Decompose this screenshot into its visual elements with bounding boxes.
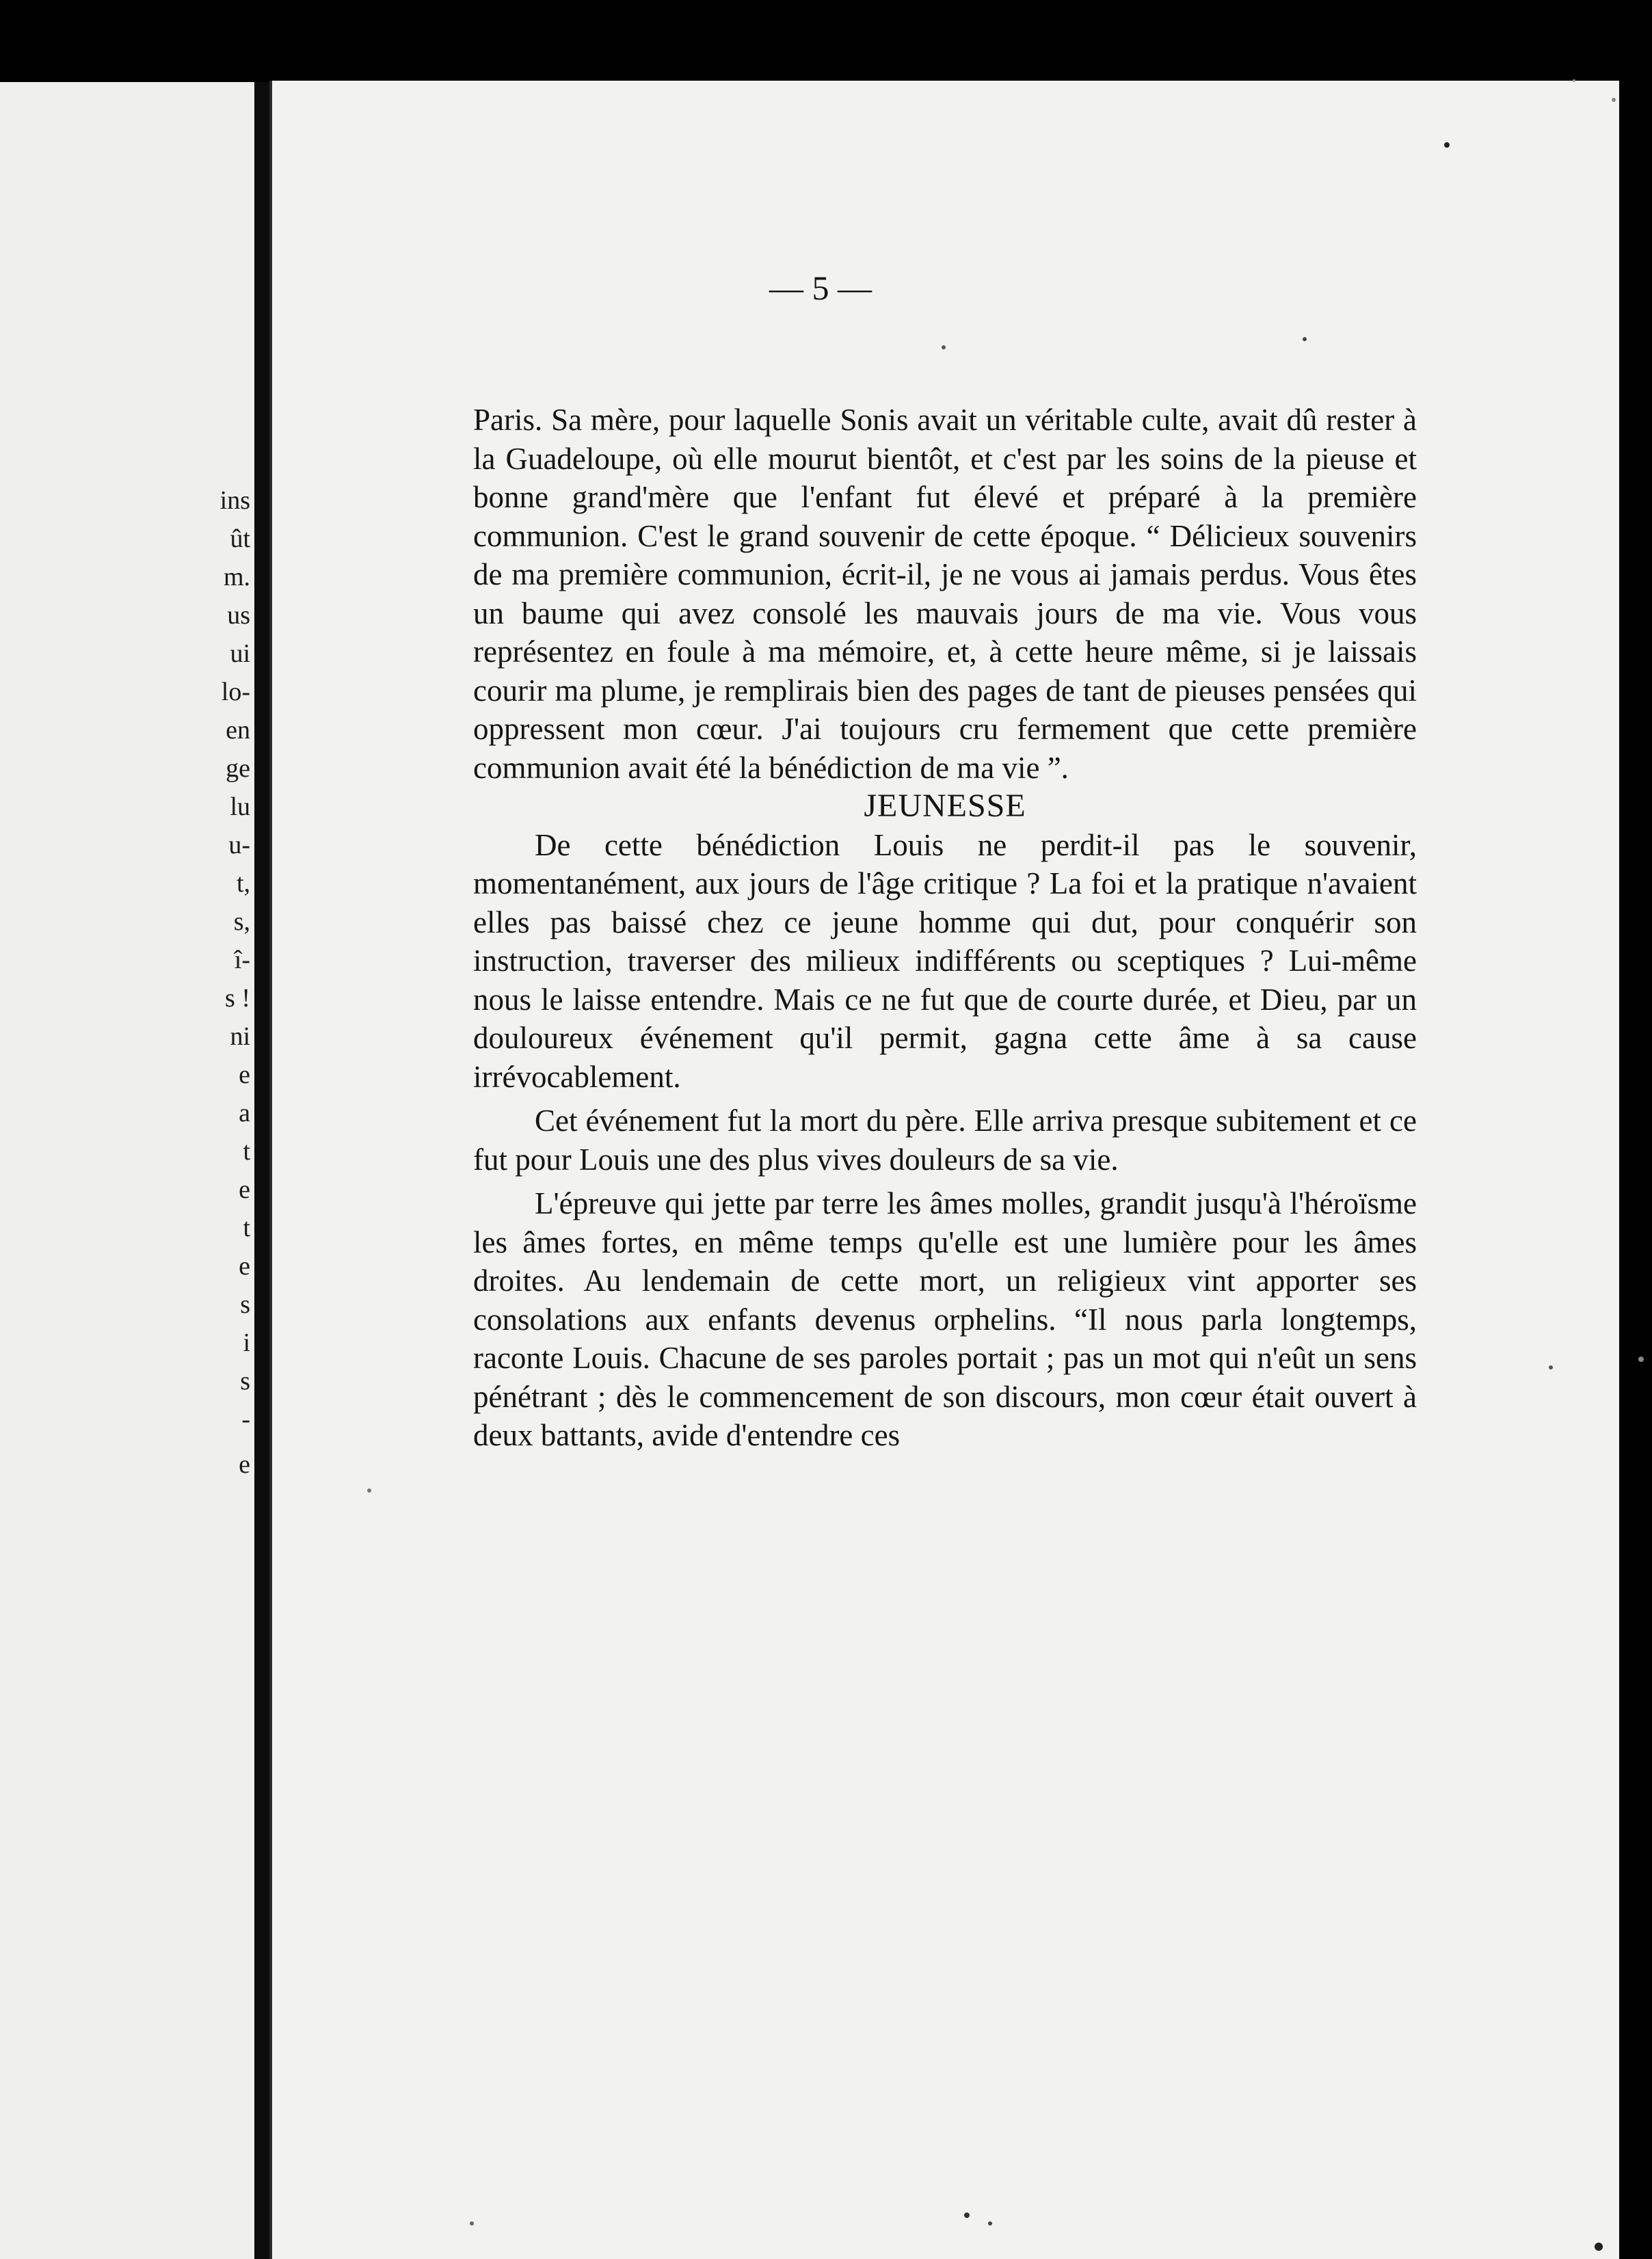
facing-fragment: i [243,1328,250,1357]
facing-fragment: e [239,1252,250,1281]
paragraph: L'épreuve qui jette par terre les âmes molles, grandit jusqu'à l'héroïsme les âmes fortes, en même temps qu'elle est une lumière pour les âmes droites. Au lendemain de cette mort, un religieux vint apporter ses consolations aux enfants devenus orphelins. “Il nous parla longtemps, raconte Louis. Chacune de ses paroles portait ; pas un mot qui n'eût un sens pénétrant ; dès le commencement de son discours, mon cœur était ouvert à deux battants, avide d'entendre ces [473,1186,1417,1452]
facing-fragment: e [239,1175,250,1204]
page-number: — 5 — [769,269,872,307]
facing-fragment: - [241,1405,250,1434]
facing-fragment: e [239,1450,250,1479]
section-heading: JEUNESSE [864,788,1026,824]
facing-fragment: u- [228,831,250,859]
facing-fragment: lo- [221,678,250,706]
facing-fragment: m. [223,563,250,591]
facing-fragment: en [226,716,250,745]
facing-fragment: t [243,1214,250,1242]
book-gutter [254,82,269,2259]
page-text [473,401,1417,1455]
facing-fragment: t [243,1137,250,1166]
facing-fragment: a [239,1099,250,1127]
facing-fragment: ui [230,639,250,668]
paragraph: Paris. Sa mère, pour laquelle Sonis avait un véritable culte, avait dû rester à la Guadeloupe, où elle mourut bientôt, et c'est par les soins de la pieuse et bonne grand'mère que l'enfant fut élevé et préparé à la première communion. C'est le grand souvenir de cette époque. “ Délicieux souvenirs de ma première communion, écrit-il, je ne vous ai jamais perdus. Vous êtes un baume qui avez consolé les mauvais jours de ma vie. Vous vous représentez en foule à ma mémoire, et, à cette heure même, si je laissais courir ma plume, je remplirais bien des pages de tant de pieuses pensées qui oppressent mon cœur. J'ai toujours cru fermement que cette première communion avait été la bénédiction de ma vie ”. [473,403,1417,785]
facing-fragment: us [227,601,250,630]
paragraph: De cette bénédiction Louis ne perdit-il pas le souvenir, momentanément, aux jours de l'âge critique ? La foi et la pratique n'avaient elles pas baissé chez ce jeune homme qui dut, pour conquérir son instruction, traverser des milieux indifférents ou sceptiques ? Lui-même nous le laisse entendre. Mais ce ne fut que de courte durée, et Dieu, par un douloureux événement qu'il permit, gagna cette âme à sa cause irrévocablement. [473,827,1417,1094]
facing-page-text-fragments [0,82,254,2259]
facing-fragment: e [239,1060,250,1089]
paragraph: Cet événement fut la mort du père. Elle arriva presque subitement et ce fut pour Louis une des plus vives douleurs de sa vie. [473,1104,1417,1177]
facing-page-left [0,82,254,2259]
facing-fragment: s [240,1367,250,1395]
facing-fragment: ût [230,524,250,553]
facing-fragment: s, [233,907,250,936]
facing-fragment: s [240,1290,250,1319]
facing-fragment: ins [219,486,250,515]
facing-fragment: ni [230,1022,250,1051]
facing-fragment: lu [230,792,250,821]
facing-fragment: î- [234,946,250,974]
facing-fragment: t, [236,869,250,898]
facing-fragment: ge [226,754,250,783]
facing-fragment: s ! [225,984,250,1013]
